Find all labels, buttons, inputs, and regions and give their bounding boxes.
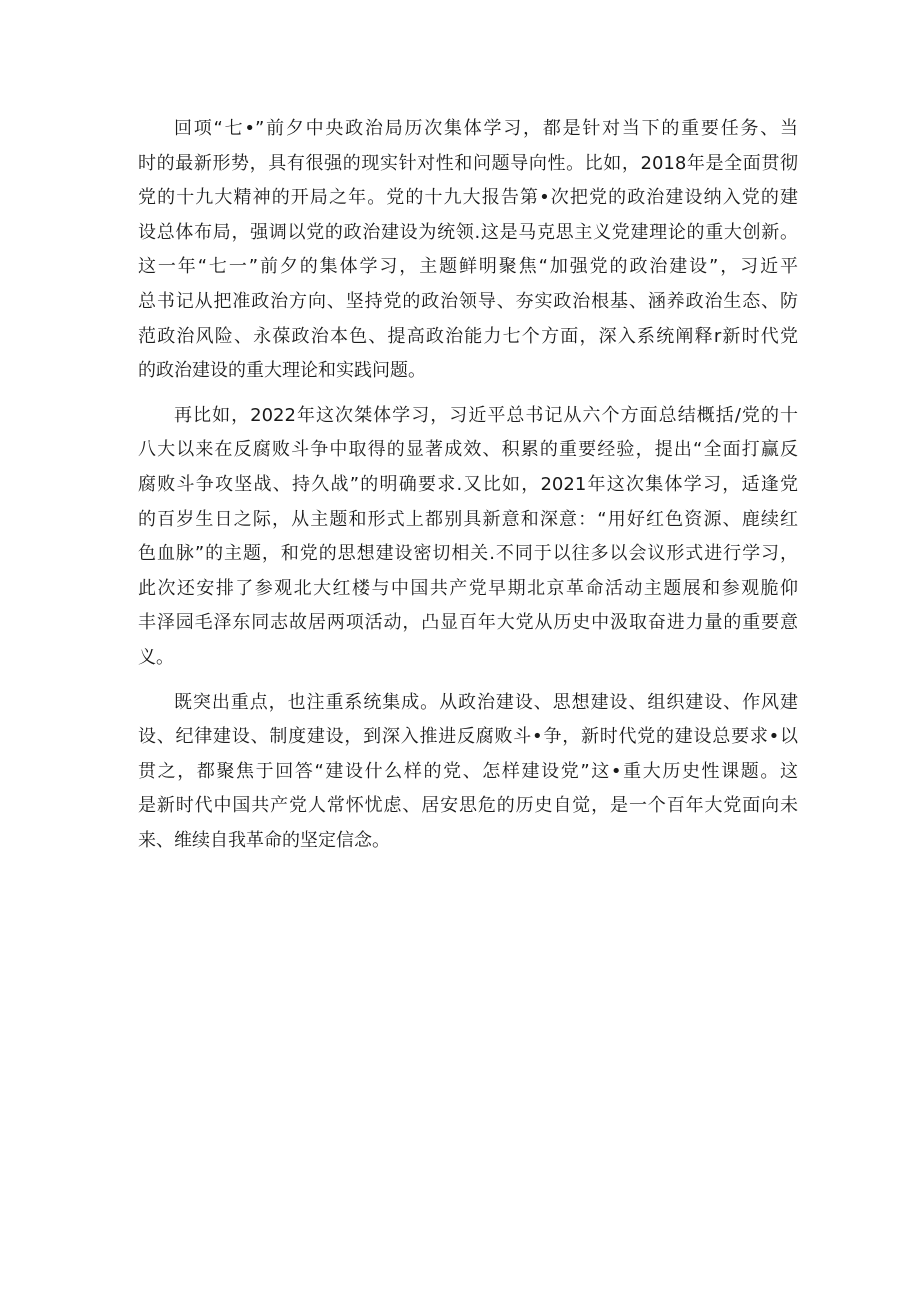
text-line: 是新时代中国共产党人常怀忧虑、居安思危的历史自觉，是一个百年大党面向未 <box>138 795 798 817</box>
paragraph-2 <box>138 399 798 676</box>
text-line: 设、纪律建设、制度建设，到深入推进反腐败斗•争，新时代党的建设总要求•以 <box>138 726 798 748</box>
text-line: 再比如，2022年这次桀体学习，习近平总书记从六个方面总结概括/党的十 <box>174 404 798 426</box>
text-line: 八大以来在反腐败斗争中取得的显著成效、积累的重要经验，提出“全面打赢反 <box>138 439 798 461</box>
text-line: 丰泽园毛泽东同志故居两项活动，凸显百年大党从历史中汲取奋进力量的重要意 <box>138 612 798 634</box>
text-line: 这一年“七一”前夕的集体学习，主题鲜明聚焦“加强党的政治建设”，习近平 <box>138 256 798 278</box>
text-line: 贯之，都聚焦于回答“建设什么样的党、怎样建设党”这•重大历史性课题。这 <box>138 760 798 782</box>
text-line: 色血脉”的主题，和党的思想建设密切相关.不同于以往多以会议形式进行学习， <box>138 543 798 565</box>
paragraph-3 <box>138 686 798 859</box>
text-line: 总书记从把准政治方向、坚持党的政治领导、夯实政治根基、涵养政治生态、防 <box>138 290 798 312</box>
text-line: 设总体布局，强调以党的政治建设为统领.这是马克思主义党建理论的重大创新。 <box>138 221 798 243</box>
text-line: 义。 <box>138 646 174 668</box>
text-line: 范政治风险、永葆政治本色、提高政治能力七个方面，深入系统阐释r新时代党 <box>138 325 798 347</box>
paragraph-1 <box>138 112 798 389</box>
document-body <box>138 112 798 868</box>
text-line: 的百岁生日之际，从主题和形式上都别具新意和深意：“用好红色资源、鹿续红 <box>138 508 798 530</box>
text-line: 时的最新形势，具有很强的现实针对性和问题导向性。比如，2018年是全面贯彻 <box>138 152 798 174</box>
text-line: 腐败斗争攻坚战、持久战”的明确要求.又比如，2021年这次集体学习，适逢党 <box>138 473 798 495</box>
text-line: 此次还安排了参观北大红楼与中国共产党早期北京革命活动主题展和参观脆仰 <box>138 577 798 599</box>
text-line: 既突出重点，也注重系统集成。从政治建设、思想建设、组织建设、作风建 <box>174 691 798 713</box>
text-line: 来、维续自我革命的坚定信念。 <box>138 829 390 851</box>
text-line: 党的十九大精神的开局之年。党的十九大报告第•次把党的政治建设纳入党的建 <box>138 187 798 209</box>
text-line: 的政治建设的重大理论和实践问题。 <box>138 360 426 382</box>
text-line: 回项“七•”前夕中央政治局历次集体学习，都是针对当下的重要任务、当 <box>174 118 798 139</box>
